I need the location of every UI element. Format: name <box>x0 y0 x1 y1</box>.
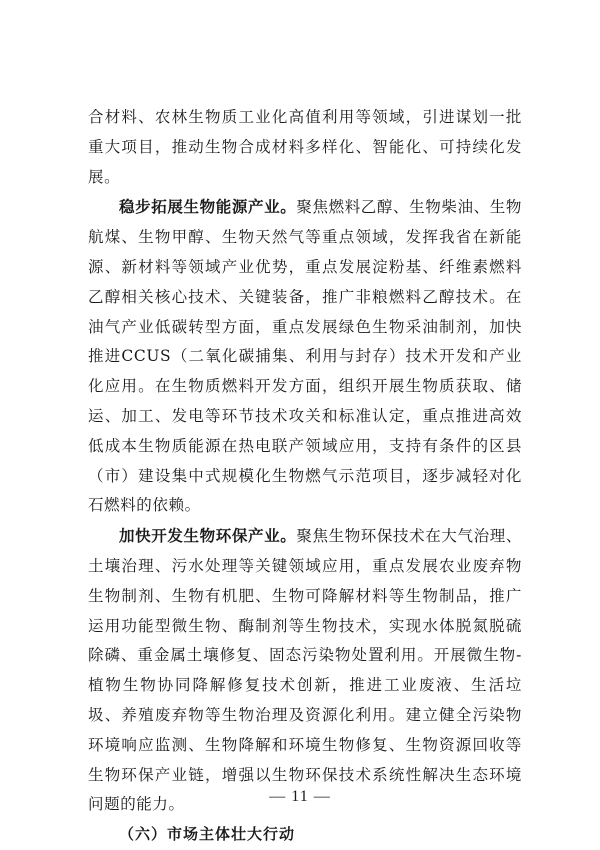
environmental-paragraph <box>88 521 522 820</box>
section-heading: （六）市场主体壮大行动 <box>119 825 296 844</box>
bioenergy-paragraph <box>88 192 522 521</box>
environmental-lead: 加快开发生物环保产业。 <box>119 526 297 546</box>
bioenergy-lead: 稳步拓展生物能源产业。 <box>119 197 297 217</box>
environmental-text: 聚焦生物环保技术在大气治理、土壤治理、污水处理等关键领域应用，重点发展农业废弃物生物制剂、生物有机肥、生物可降解材料等生物制品，推广运用功能型微生物、酶制剂等生物技术，实现水体脱氮脱硫除磷、重金属土壤修复、固态污染物处置利用。开展微生物-植物生物协同降解修复技术创新，推进工业废液、生活垃圾、养殖废弃物等生物治理及资源化利用。建立健全污染物环境响应监测、生物降解和环境生物修复、生物资源回收等生物环保产业链，增强以生物环保技术系统性解决生态环境问题的能力。 <box>88 527 522 814</box>
document-body <box>88 103 522 850</box>
continuation-paragraph: 合材料、农林生物质工业化高值利用等领域，引进谋划一批重大项目，推动生物合成材料多样化、智能化、可持续化发展。 <box>88 108 522 186</box>
page-number: — 11 — <box>269 788 331 805</box>
bioenergy-text: 聚焦燃料乙醇、生物柴油、生物航煤、生物甲醇、生物天然气等重点领域，发挥我省在新能源、新材料等领域产业优势，重点发展淀粉基、纤维素燃料乙醇相关核心技术、关键装备，推广非粮燃料乙醇技术。在油气产业低碳转型方面，重点发展绿色生物采油制剂，加快推进CCUS（二氧化碳捕集、利用与封存）技术开发和产业化应用。在生物质燃料开发方面，组织开展生物质获取、储运、加工、发电等环节技术攻关和标准认定，重点推进高效低成本生物质能源在热电联产领域应用，支持有条件的区县（市）建设集中式规模化生物燃气示范项目，逐步减轻对化石燃料的依赖。 <box>88 198 522 515</box>
